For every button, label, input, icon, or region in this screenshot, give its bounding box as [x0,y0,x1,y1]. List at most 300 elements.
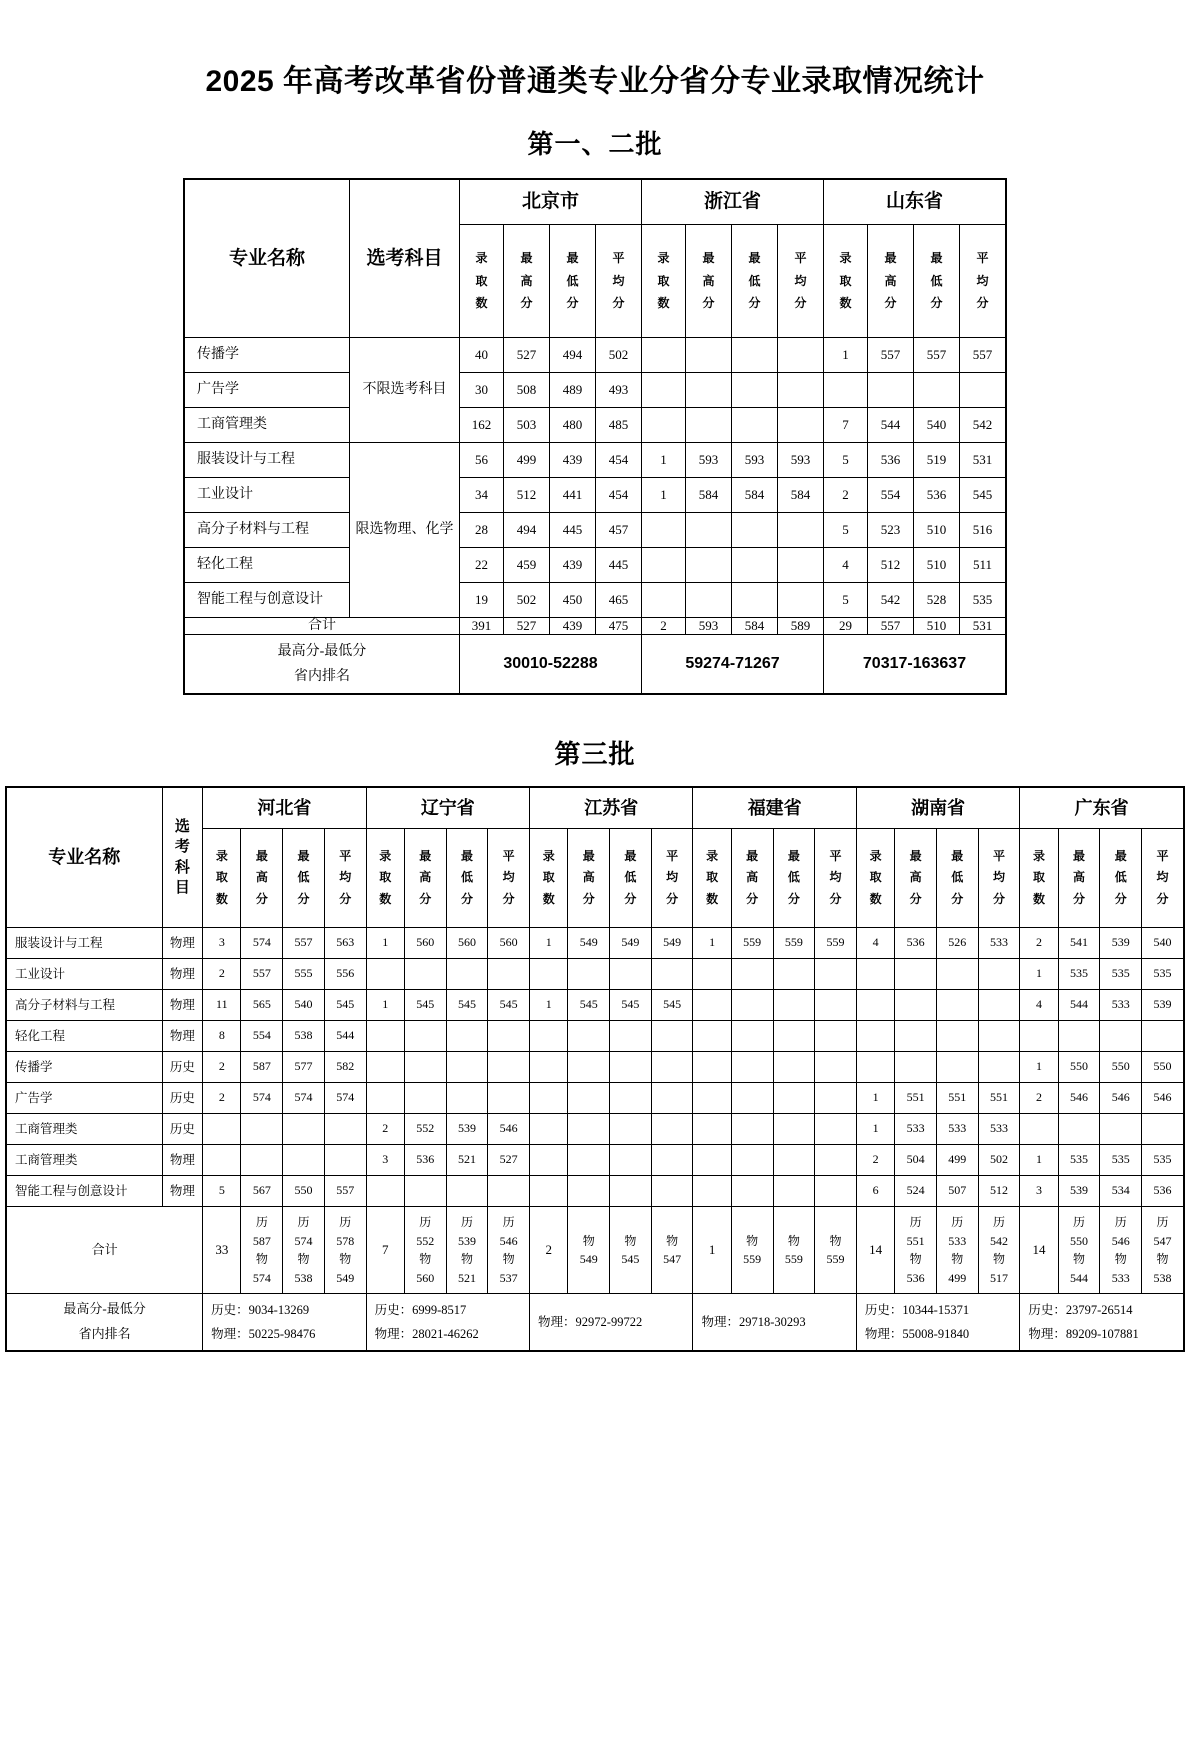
subcolumn-header [568,829,610,928]
score-cell: 535 [1142,1145,1184,1176]
subcolumn-header-char: 最 [909,848,922,863]
rank-range-cell: 70317-163637 [824,635,1006,694]
subcolumn-header-char: 最 [582,848,595,863]
subcolumn-header-char: 均 [976,273,989,288]
major-name-cell: 服装设计与工程 [7,928,163,959]
subcolumn-header [868,225,914,338]
subcolumn-header-char: 均 [339,870,352,885]
score-cell: 574 [283,1083,325,1114]
score-cell: 1 [693,928,731,959]
score-cell: 535 [1142,959,1184,990]
score-cell [324,1114,366,1145]
total-score-stacked-cell [324,1207,366,1294]
score-cell [978,1052,1020,1083]
score-cell: 2 [824,478,868,513]
subject-requirement-cell: 物理 [162,928,203,959]
score-cell [324,1145,366,1176]
score-cell [685,408,731,443]
score-cell [641,548,685,583]
table-row [7,1176,1184,1207]
score-cell [651,1114,693,1145]
subject-requirement-cell: 物理 [162,1176,203,1207]
subcolumn-header-char: 分 [1156,891,1169,906]
subcolumn-header-char: 数 [706,891,719,906]
subcolumn-header-char: 均 [666,870,679,885]
score-cell [568,1176,610,1207]
major-name-cell: 智能工程与创意设计 [7,1176,163,1207]
table-total-row [184,618,1005,635]
score-cell: 560 [446,928,488,959]
subcolumn-header [824,225,868,338]
subcolumn-header-char: 分 [746,891,759,906]
stacked-value: 549 [336,1270,355,1285]
subcolumn-header-char: 分 [419,891,432,906]
score-cell [731,583,777,618]
subcolumn-header-char: 最 [951,848,964,863]
total-score-stacked-cell [773,1207,815,1294]
subcolumn-header-char: 取 [839,273,852,288]
province-header: 浙江省 [641,180,823,225]
major-name-cell: 工商管理类 [184,408,349,443]
total-score-cell: 593 [685,618,731,635]
score-cell: 557 [241,959,283,990]
subcolumn-header [241,829,283,928]
stacked-values [979,1207,1020,1293]
score-cell: 545 [488,990,530,1021]
score-cell [241,1145,283,1176]
stacked-value: 物 [460,1252,473,1267]
score-cell: 19 [459,583,503,618]
subcolumn-header [960,225,1006,338]
score-cell [530,1083,568,1114]
stacked-value: 物 [746,1233,759,1248]
score-cell [773,1021,815,1052]
score-cell: 30 [459,373,503,408]
score-cell: 545 [960,478,1006,513]
score-cell: 545 [610,990,652,1021]
score-cell [936,990,978,1021]
score-cell [283,1145,325,1176]
subcolumn-header-char: 均 [794,273,807,288]
major-name-cell: 工商管理类 [7,1145,163,1176]
score-cell: 552 [404,1114,446,1145]
column-header-subject-char: 考 [174,838,190,856]
score-cell: 1 [1020,959,1058,990]
total-score-stacked-cell [1100,1207,1142,1294]
score-cell [777,583,823,618]
score-cell [960,373,1006,408]
subcolumn-header-char: 最 [520,250,533,265]
score-cell [568,1052,610,1083]
subcolumn-header-char: 分 [884,296,897,311]
column-header-subject-char: 选 [174,818,190,836]
score-cell [241,1114,283,1145]
total-score-stacked-cell [283,1207,325,1294]
subcolumn-header-char: 最 [702,250,715,265]
score-cell [651,1083,693,1114]
stacked-value: 536 [906,1270,925,1285]
subcolumn-header-char: 低 [930,273,943,288]
total-label-cell: 合计 [7,1207,203,1294]
score-cell: 494 [503,513,549,548]
subcolumn-header-char: 均 [502,870,515,885]
subcolumn-header [1058,829,1100,928]
total-score-stacked-cell [241,1207,283,1294]
subject-requirement-cell: 历史 [162,1114,203,1145]
subcolumn-header-char: 均 [1156,870,1169,885]
subcolumn-header-char: 录 [475,250,488,265]
stacked-value: 物 [624,1233,637,1248]
score-cell: 536 [1142,1176,1184,1207]
score-cell [404,1021,446,1052]
total-score-cell: 531 [960,618,1006,635]
stacked-value: 物 [787,1233,800,1248]
score-cell [777,338,823,373]
score-cell: 1 [641,478,685,513]
score-cell: 2 [856,1145,894,1176]
column-header-subject-char: 科 [174,858,190,876]
subcolumn-header-char: 低 [460,870,473,885]
score-cell [1142,1114,1184,1145]
rank-range-cell [203,1294,366,1351]
subcolumn-header-char: 分 [502,891,515,906]
rank-range-cell [530,1294,693,1351]
score-cell [610,1176,652,1207]
subcolumn-header-char: 录 [706,848,719,863]
total-count-cell: 14 [1020,1207,1058,1294]
subcolumn-header [978,829,1020,928]
score-cell: 535 [1058,1145,1100,1176]
score-cell [856,959,894,990]
subcolumn-header [503,225,549,338]
score-cell [641,583,685,618]
subcolumn-header-char: 取 [1033,870,1046,885]
score-cell: 457 [595,513,641,548]
subcolumn-header [773,829,815,928]
score-cell: 502 [978,1145,1020,1176]
score-cell [777,373,823,408]
score-cell: 549 [568,928,610,959]
subcolumn-header-char: 最 [460,848,473,863]
subcolumn-header-char: 高 [1073,870,1086,885]
score-cell [824,373,868,408]
score-cell: 56 [459,443,503,478]
province-header: 山东省 [824,180,1006,225]
score-cell [203,1145,241,1176]
score-cell [731,1176,773,1207]
score-cell: 539 [1100,928,1142,959]
score-cell [610,1145,652,1176]
score-cell: 533 [936,1114,978,1145]
score-cell: 441 [549,478,595,513]
major-name-cell: 工商管理类 [7,1114,163,1145]
subcolumn-header-char: 分 [666,891,679,906]
subcolumn-header-char: 分 [582,891,595,906]
stacked-value: 587 [252,1233,271,1248]
total-score-stacked-cell [936,1207,978,1294]
total-label-cell: 合计 [184,618,459,635]
total-score-cell: 475 [595,618,641,635]
score-cell [488,1021,530,1052]
subcolumn-header-char: 数 [869,891,882,906]
stacked-values [1100,1207,1141,1293]
subcolumn-header [404,829,446,928]
stacked-value: 517 [989,1270,1008,1285]
table-row [7,1052,1184,1083]
stacked-values [1142,1207,1183,1293]
stacked-value: 547 [663,1252,682,1267]
subcolumn-header-char: 分 [460,891,473,906]
subcolumn-header [595,225,641,338]
score-cell: 557 [960,338,1006,373]
subcolumn-header-char: 最 [297,848,310,863]
score-cell: 459 [503,548,549,583]
admissions-table-batch3 [6,787,1184,1351]
subcolumn-header [203,829,241,928]
subject-requirement-cell: 物理 [162,990,203,1021]
stacked-value: 547 [1153,1233,1172,1248]
score-cell: 557 [324,1176,366,1207]
subcolumn-header-char: 高 [746,870,759,885]
stacked-value: 546 [1111,1233,1130,1248]
subcolumn-header-char: 低 [624,870,637,885]
score-cell [610,959,652,990]
subcolumn-header-char: 数 [379,891,392,906]
admissions-table-batch12 [184,179,1006,694]
score-cell [731,959,773,990]
score-cell [773,1052,815,1083]
score-cell: 507 [936,1176,978,1207]
score-cell [446,1083,488,1114]
score-cell: 1 [366,928,404,959]
score-cell: 450 [549,583,595,618]
stacked-value: 历 [909,1214,922,1229]
rank-range-history: 历史：10344-15371 [864,1302,970,1317]
score-cell [815,1145,857,1176]
score-cell [610,1114,652,1145]
score-cell [731,338,777,373]
score-cell: 557 [914,338,960,373]
subcolumn-header-char: 录 [1033,848,1046,863]
score-cell: 502 [503,583,549,618]
subcolumn-header-char: 最 [255,848,268,863]
score-cell [488,1176,530,1207]
subcolumn-header-char: 分 [976,296,989,311]
stacked-value: 物 [992,1252,1005,1267]
score-cell: 542 [960,408,1006,443]
rank-label-line1: 最高分-最低分 [277,643,367,659]
score-cell: 565 [241,990,283,1021]
subcolumn-header-char: 最 [787,848,800,863]
score-cell: 545 [404,990,446,1021]
score-cell: 582 [324,1052,366,1083]
score-cell [651,1176,693,1207]
table-rank-row [7,1294,1184,1351]
score-cell: 536 [914,478,960,513]
stacked-value: 物 [582,1233,595,1248]
table-row [7,1021,1184,1052]
subcolumn-header-char: 取 [379,870,392,885]
score-cell: 6 [856,1176,894,1207]
stacked-value: 物 [1114,1252,1127,1267]
stacked-value: 538 [1153,1270,1172,1285]
subcolumn-header-char: 低 [787,870,800,885]
score-cell: 5 [824,443,868,478]
score-cell: 2 [1020,928,1058,959]
stacked-value: 历 [502,1214,515,1229]
subcolumn-header-char: 最 [419,848,432,863]
stacked-values [241,1207,282,1293]
score-cell: 4 [1020,990,1058,1021]
rank-label-line2: 省内排名 [293,669,350,685]
rank-range-physics: 物理：92972-99722 [538,1314,643,1329]
subcolumn-header-char: 分 [1114,891,1127,906]
score-cell [685,548,731,583]
table-row [7,990,1184,1021]
score-cell [693,1145,731,1176]
table-row [7,959,1184,990]
major-name-cell: 轻化工程 [7,1021,163,1052]
score-cell: 7 [824,408,868,443]
stacked-values [568,1207,609,1293]
score-cell: 535 [1100,1145,1142,1176]
score-cell [914,373,960,408]
score-cell [731,408,777,443]
total-score-cell: 2 [641,618,685,635]
subcolumn-header-char: 高 [884,273,897,288]
stacked-value: 559 [743,1252,762,1267]
score-cell: 523 [868,513,914,548]
score-cell: 533 [895,1114,937,1145]
rank-label-line2: 省内排名 [78,1326,131,1342]
score-cell: 3 [366,1145,404,1176]
score-cell [404,1176,446,1207]
rank-label-line1: 最高分-最低分 [63,1301,146,1317]
subcolumn-header [914,225,960,338]
major-name-cell: 广告学 [184,373,349,408]
score-cell [568,1083,610,1114]
stacked-value: 574 [252,1270,271,1285]
score-cell: 22 [459,548,503,583]
stacked-value: 物 [502,1252,515,1267]
table-row [7,1114,1184,1145]
table2-wrapper [0,787,1190,1351]
column-header-major: 专业名称 [184,180,349,338]
score-cell: 593 [685,443,731,478]
stacked-value: 544 [1070,1270,1089,1285]
subcolumn-header [446,829,488,928]
stacked-value: 历 [255,1214,268,1229]
score-cell: 2 [203,959,241,990]
score-cell: 546 [1058,1083,1100,1114]
score-cell [641,373,685,408]
score-cell [731,990,773,1021]
stacked-values [895,1207,936,1293]
score-cell: 550 [1058,1052,1100,1083]
subcolumn-header-char: 分 [794,296,807,311]
score-cell [1020,1114,1058,1145]
score-cell [895,1021,937,1052]
subcolumn-header [1020,829,1058,928]
score-cell [530,1114,568,1145]
total-score-cell: 589 [777,618,823,635]
score-cell [1142,1021,1184,1052]
score-cell [651,1145,693,1176]
score-cell [978,990,1020,1021]
score-cell: 567 [241,1176,283,1207]
score-cell [693,1021,731,1052]
subcolumn-header-char: 平 [339,848,352,863]
table-row [7,1145,1184,1176]
score-cell: 546 [1142,1083,1184,1114]
stacked-value: 物 [829,1233,842,1248]
subcolumn-header-char: 低 [566,273,579,288]
score-cell: 545 [446,990,488,1021]
score-cell [446,1176,488,1207]
total-score-cell: 29 [824,618,868,635]
score-cell: 559 [815,928,857,959]
stacked-value: 533 [948,1233,967,1248]
total-count-cell: 14 [856,1207,894,1294]
table-row [184,373,1005,408]
score-cell [1020,1021,1058,1052]
rank-range-cell [366,1294,529,1351]
stacked-value: 499 [948,1270,967,1285]
score-cell [568,959,610,990]
score-cell: 512 [503,478,549,513]
subcolumn-header-char: 平 [612,250,625,265]
subcolumn-header-char: 最 [566,250,579,265]
score-cell: 524 [895,1176,937,1207]
subcolumn-header-char: 分 [748,296,761,311]
score-cell: 454 [595,478,641,513]
stacked-values [283,1207,324,1293]
score-cell [404,959,446,990]
stacked-values [447,1207,488,1293]
table-row [184,548,1005,583]
score-cell [446,1052,488,1083]
subcolumn-header-char: 高 [702,273,715,288]
score-cell: 540 [283,990,325,1021]
score-cell: 528 [914,583,960,618]
table-row [184,583,1005,618]
score-cell [1100,1021,1142,1052]
score-cell [685,583,731,618]
stacked-value: 历 [1073,1214,1086,1229]
score-cell [530,1052,568,1083]
rank-range-physics: 物理：89209-107881 [1028,1327,1139,1342]
subcolumn-header [693,829,731,928]
score-cell: 554 [241,1021,283,1052]
score-cell [895,1052,937,1083]
rank-range-physics: 物理：55008-91840 [864,1327,970,1342]
score-cell: 516 [960,513,1006,548]
rank-range-history: 历史：6999-8517 [374,1302,467,1317]
score-cell: 534 [1100,1176,1142,1207]
total-score-cell: 557 [868,618,914,635]
subject-requirement-cell: 物理 [162,1021,203,1052]
score-cell: 554 [868,478,914,513]
major-name-cell: 传播学 [7,1052,163,1083]
score-cell: 574 [241,1083,283,1114]
stacked-values [610,1207,651,1293]
score-cell: 556 [324,959,366,990]
subcolumn-header-char: 均 [992,870,1005,885]
subcolumn-header-char: 录 [379,848,392,863]
score-cell [685,373,731,408]
subcolumn-header-char: 最 [748,250,761,265]
subcolumn-header [324,829,366,928]
